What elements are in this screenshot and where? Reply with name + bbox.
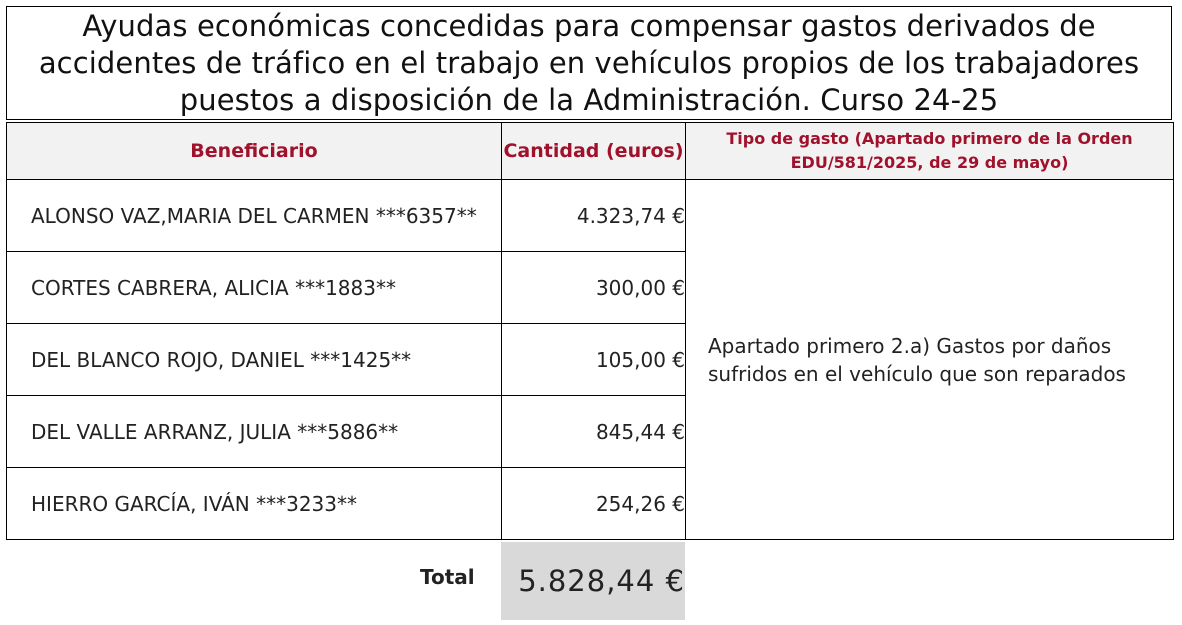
header-tipo-gasto: Tipo de gasto (Apartado primero de la Orden EDU/581/2025, de 29 de mayo) bbox=[686, 123, 1174, 180]
total-label: Total bbox=[420, 565, 475, 589]
header-cantidad: Cantidad (euros) bbox=[502, 123, 686, 180]
beneficiary-name: DEL BLANCO ROJO, DANIEL ***1425** bbox=[7, 324, 502, 396]
aid-table bbox=[6, 122, 1174, 540]
amount-cell: 4.323,74 € bbox=[502, 180, 686, 252]
amount-cell: 254,26 € bbox=[502, 468, 686, 540]
expense-type-cell: Apartado primero 2.a) Gastos por daños sufridos en el vehículo que son reparados bbox=[686, 180, 1174, 540]
beneficiary-name: HIERRO GARCÍA, IVÁN ***3233** bbox=[7, 468, 502, 540]
beneficiary-name: CORTES CABRERA, ALICIA ***1883** bbox=[7, 252, 502, 324]
amount-cell: 300,00 € bbox=[502, 252, 686, 324]
beneficiary-name: ALONSO VAZ,MARIA DEL CARMEN ***6357** bbox=[7, 180, 502, 252]
header-beneficiario: Beneficiario bbox=[7, 123, 502, 180]
table-header-row bbox=[7, 123, 1174, 180]
amount-cell: 845,44 € bbox=[502, 396, 686, 468]
amount-cell: 105,00 € bbox=[502, 324, 686, 396]
table-row bbox=[7, 180, 1174, 252]
total-value: 5.828,44 € bbox=[501, 542, 685, 620]
document-title: Ayudas económicas concedidas para compensar gastos derivados de accidentes de tráfico en el trabajo en vehículos propios de los trabajadores puestos a disposición de la Administración. Curso 24-25 bbox=[6, 6, 1172, 120]
beneficiary-name: DEL VALLE ARRANZ, JULIA ***5886** bbox=[7, 396, 502, 468]
